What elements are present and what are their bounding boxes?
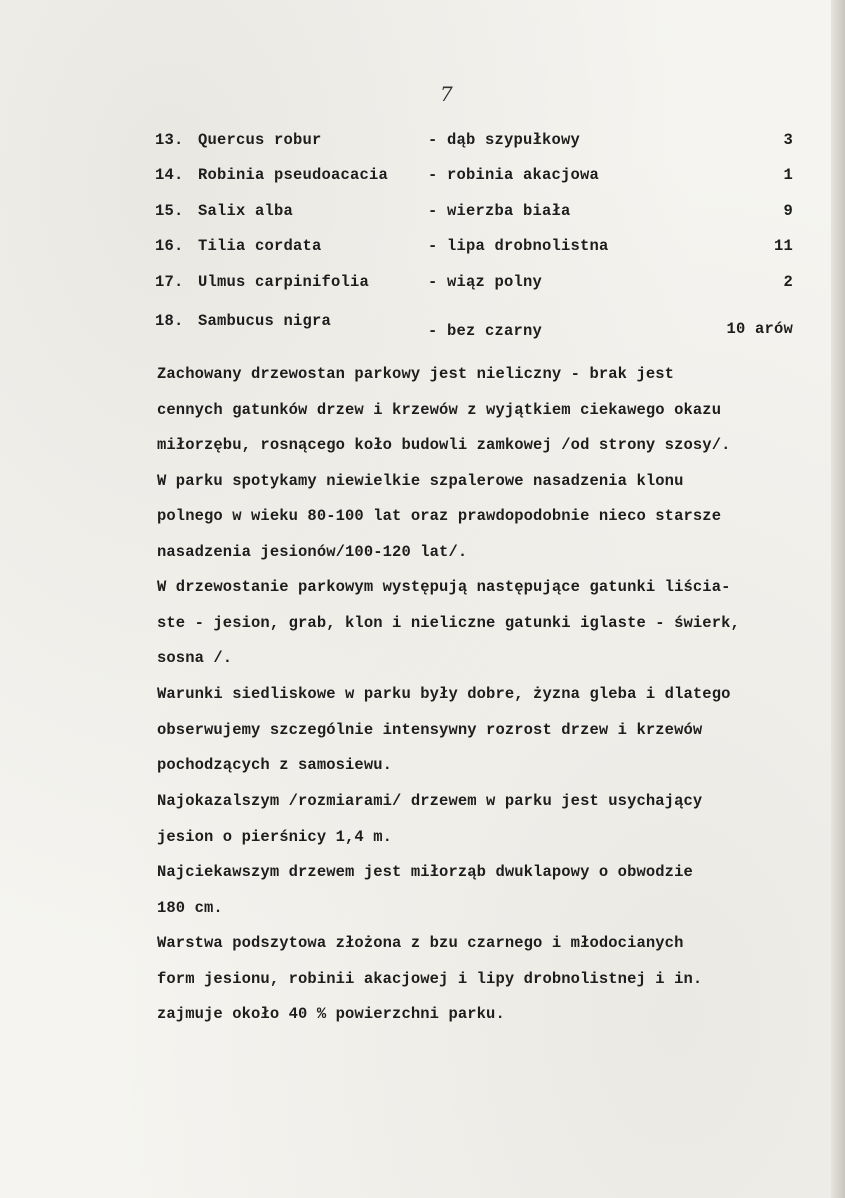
text-line: Warunki siedliskowe w parku były dobre, żyzna gleba i dlatego [157,685,731,703]
species-number: 18. [155,312,184,330]
species-row [0,237,845,263]
text-line: obserwujemy szczególnie intensywny rozrost drzew i krzewów [157,720,703,739]
text-line: polnego w wieku 80-100 lat oraz prawdopodobnie nieco starsze [157,507,722,525]
species-latin-name: Tilia cordata [198,237,322,255]
paragraph-most-interesting-tree [157,855,829,926]
species-latin-name: Quercus robur [198,131,322,149]
text-line: pochodzących z samosiewu. [157,756,393,774]
page-number: 7 [440,82,453,106]
text-line: Warstwa podszytowa złożona z bzu czarnego i młodocianych [157,934,684,952]
species-number: 17. [155,273,184,291]
species-polish-name: - wierzba biała [428,202,571,220]
species-polish-name: - lipa drobnolistna [428,237,609,255]
species-count: 1 [783,166,793,184]
species-latin-name: Robinia pseudoacacia [198,166,389,184]
text-line: ste - jesion, grab, klon i nieliczne gatunki iglaste - świerk, [157,613,740,632]
species-count: 11 [773,237,793,255]
species-row [0,131,845,157]
species-count: 2 [783,273,793,291]
text-line: jesion o pierśnicy 1,4 m. [157,827,393,846]
species-latin-name: Ulmus carpinifolia [198,273,370,291]
paragraph-undergrowth [157,926,829,1033]
species-polish-name: - dąb szypułkowy [428,131,581,149]
text-line: form jesionu, robinii akacjowej i lipy drobnolistnej i in. [157,969,703,988]
species-row [0,273,845,299]
text-line: nasadzenia jesionów/100-120 lat/. [157,542,468,561]
species-number: 15. [155,202,184,220]
species-latin-name: Salix alba [198,202,294,220]
text-line: Najciekawszym drzewem jest miłorząb dwuklapowy o obwodzie [157,863,693,881]
species-count: 3 [783,131,793,149]
text-line: zajmuje około 40 % powierzchni parku. [157,1005,505,1023]
text-line: miłorzębu, rosnącego koło budowli zamkowej /od strony szosy/. [157,436,731,454]
text-line: cennych gatunków drzew i krzewów z wyjątkiem ciekawego okazu [157,400,722,419]
species-polish-name: - wiąz polny [428,273,543,291]
paragraph-largest-tree [157,784,829,855]
paragraph-species-composition [157,570,829,677]
text-line: Najokazalszym /rozmiarami/ drzewem w parku jest usychający [157,792,703,810]
species-number: 13. [155,131,184,149]
species-latin-name: Sambucus nigra [198,312,332,330]
text-line: W parku spotykamy niewielkie szpalerowe nasadzenia klonu [157,471,684,490]
species-row [0,312,845,338]
species-polish-name: - robinia akacjowa [428,166,600,184]
text-line: W drzewostanie parkowym występują następujące gatunki liścia- [157,578,731,596]
text-line: 180 cm. [157,898,223,917]
paragraph-stand-description [157,357,829,570]
species-row [0,166,845,192]
species-number: 14. [155,166,184,184]
paragraph-habitat-conditions [157,677,829,784]
species-row [0,202,845,228]
species-number: 16. [155,237,184,255]
species-count: 10 arów [726,320,793,338]
text-line: sosna /. [157,649,233,667]
species-polish-name: - bez czarny [428,322,543,340]
species-count: 9 [783,202,793,220]
text-line: Zachowany drzewostan parkowy jest nieliczny - brak jest [157,365,675,383]
